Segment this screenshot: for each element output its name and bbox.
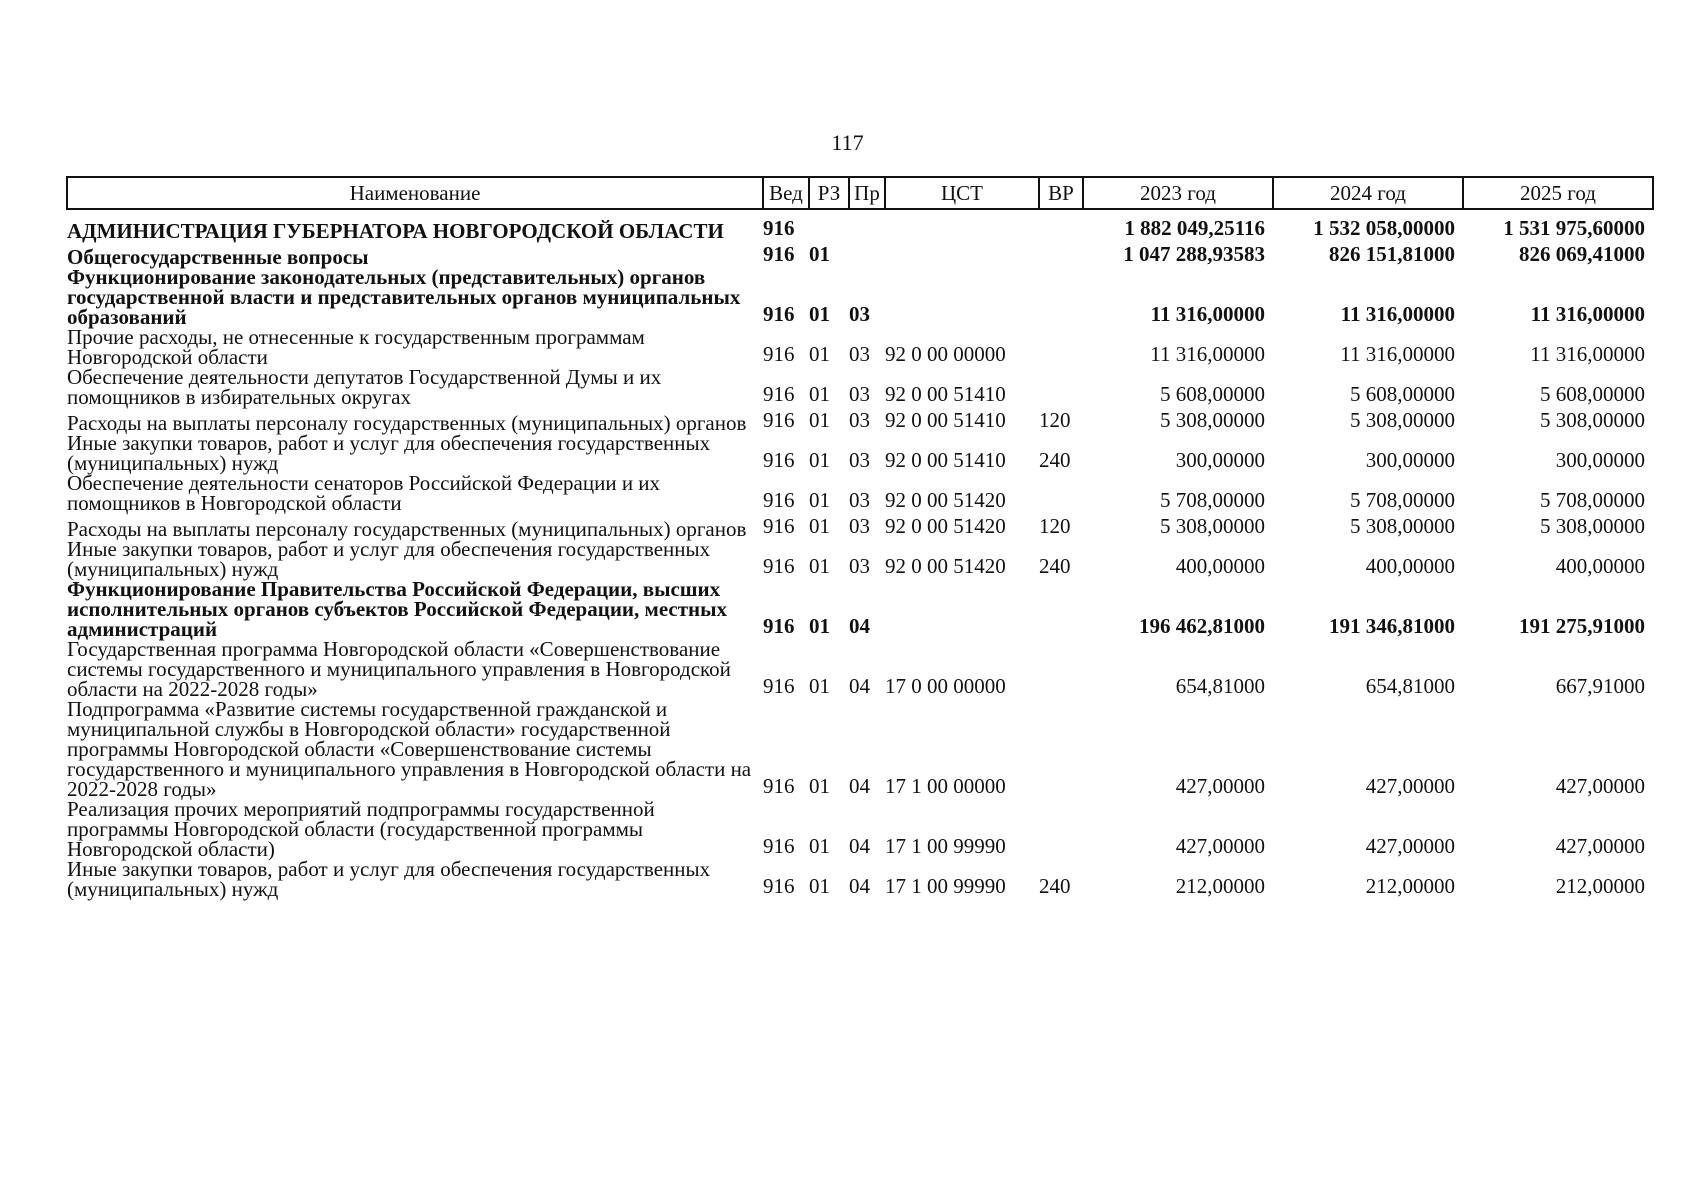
table-row bbox=[67, 539, 1653, 579]
header-cst: ЦСТ bbox=[885, 177, 1039, 209]
row-rz: 01 bbox=[809, 614, 830, 638]
row-ved: 916 bbox=[763, 614, 795, 638]
row-2023: 5 308,00000 bbox=[1160, 408, 1265, 432]
row-vr bbox=[1039, 209, 1083, 241]
row-rz: 01 bbox=[809, 674, 830, 698]
row-ved: 916 bbox=[763, 488, 795, 512]
header-2024: 2024 год bbox=[1273, 177, 1463, 209]
row-2024: 5 708,00000 bbox=[1350, 488, 1455, 512]
header-name: Наименование bbox=[67, 177, 763, 209]
row-vr: 240 bbox=[1039, 554, 1071, 578]
row-cst: 92 0 00 00000 bbox=[885, 342, 1006, 366]
row-2024: 654,81000 bbox=[1365, 674, 1455, 698]
table-row bbox=[67, 209, 1653, 241]
row-2023: 654,81000 bbox=[1175, 674, 1265, 698]
row-vr bbox=[1039, 799, 1083, 859]
row-2023: 5 308,00000 bbox=[1160, 514, 1265, 538]
row-ved: 916 bbox=[763, 302, 795, 326]
row-rz: 01 bbox=[809, 488, 830, 512]
row-pr: 03 bbox=[849, 488, 870, 512]
row-ved: 916 bbox=[763, 342, 795, 366]
row-pr bbox=[849, 209, 885, 241]
row-2024: 300,00000 bbox=[1365, 448, 1455, 472]
row-2025: 191 275,91000 bbox=[1519, 614, 1645, 638]
row-2024: 191 346,81000 bbox=[1329, 614, 1455, 638]
row-2024: 11 316,00000 bbox=[1340, 302, 1455, 326]
row-2025: 427,00000 bbox=[1555, 774, 1645, 798]
row-vr: 120 bbox=[1039, 408, 1071, 432]
row-cst: 17 0 00 00000 bbox=[885, 674, 1006, 698]
row-2023: 212,00000 bbox=[1175, 874, 1265, 898]
table-row bbox=[67, 241, 1653, 267]
row-2023: 400,00000 bbox=[1175, 554, 1265, 578]
row-rz: 01 bbox=[809, 342, 830, 366]
row-cst bbox=[885, 579, 1039, 639]
row-rz: 01 bbox=[809, 382, 830, 406]
table-row bbox=[67, 327, 1653, 367]
row-2023: 1 882 049,25116 bbox=[1124, 216, 1265, 240]
budget-table bbox=[66, 176, 1654, 899]
row-ved: 916 bbox=[763, 382, 795, 406]
table-row bbox=[67, 699, 1653, 799]
header-vr: ВР bbox=[1039, 177, 1083, 209]
row-pr: 04 bbox=[849, 674, 870, 698]
row-rz: 01 bbox=[809, 408, 830, 432]
row-cst: 92 0 00 51410 bbox=[885, 382, 1006, 406]
row-cst: 17 1 00 99990 bbox=[885, 874, 1006, 898]
table-row bbox=[67, 859, 1653, 899]
row-name: Подпрограмма «Развитие системы государственной гражданской и муниципальной службы в Новгородской области» государственной программы Новгородской области «Совершенствование системы государственного и муниципального управления в Новгородской области на 2022-2028 годы» bbox=[67, 697, 752, 801]
row-vr bbox=[1039, 699, 1083, 799]
table-row bbox=[67, 433, 1653, 473]
row-pr: 03 bbox=[849, 382, 870, 406]
header-rz: РЗ bbox=[809, 177, 849, 209]
table-row bbox=[67, 367, 1653, 407]
row-pr: 03 bbox=[849, 408, 870, 432]
row-pr bbox=[849, 241, 885, 267]
table-row bbox=[67, 513, 1653, 539]
row-rz: 01 bbox=[809, 514, 830, 538]
row-rz: 01 bbox=[809, 302, 830, 326]
row-ved: 916 bbox=[763, 874, 795, 898]
row-vr bbox=[1039, 639, 1083, 699]
row-pr: 04 bbox=[849, 774, 870, 798]
row-2023: 427,00000 bbox=[1175, 834, 1265, 858]
row-2023: 300,00000 bbox=[1175, 448, 1265, 472]
row-rz: 01 bbox=[809, 242, 830, 266]
row-2024: 427,00000 bbox=[1365, 834, 1455, 858]
row-2024: 1 532 058,00000 bbox=[1313, 216, 1455, 240]
row-cst: 92 0 00 51420 bbox=[885, 554, 1006, 578]
table-row bbox=[67, 267, 1653, 327]
row-2025: 212,00000 bbox=[1555, 874, 1645, 898]
row-2023: 1 047 288,93583 bbox=[1123, 242, 1265, 266]
row-rz: 01 bbox=[809, 874, 830, 898]
row-vr bbox=[1039, 267, 1083, 327]
row-rz bbox=[809, 209, 849, 241]
table-row bbox=[67, 639, 1653, 699]
row-2023: 5 708,00000 bbox=[1160, 488, 1265, 512]
table-row bbox=[67, 799, 1653, 859]
row-name: Прочие расходы, не отнесенные к государственным программам Новгородской области bbox=[67, 325, 645, 369]
page-number: 117 bbox=[831, 130, 864, 155]
row-2024: 5 608,00000 bbox=[1350, 382, 1455, 406]
row-name: Расходы на выплаты персоналу государственных (муниципальных) органов bbox=[67, 411, 747, 435]
row-ved: 916 bbox=[763, 774, 795, 798]
row-2025: 5 308,00000 bbox=[1540, 514, 1645, 538]
row-pr: 03 bbox=[849, 302, 870, 326]
row-2024: 427,00000 bbox=[1365, 774, 1455, 798]
row-vr: 240 bbox=[1039, 448, 1071, 472]
row-name: Обеспечение деятельности сенаторов Российской Федерации и их помощников в Новгородской области bbox=[67, 471, 661, 515]
row-2025: 5 608,00000 bbox=[1540, 382, 1645, 406]
row-2024: 400,00000 bbox=[1365, 554, 1455, 578]
row-name: Реализация прочих мероприятий подпрограммы государственной программы Новгородской области (государственной программы Новгородской области) bbox=[67, 797, 655, 861]
row-2025: 400,00000 bbox=[1555, 554, 1645, 578]
row-vr: 240 bbox=[1039, 874, 1071, 898]
row-2024: 11 316,00000 bbox=[1340, 342, 1455, 366]
row-2025: 826 069,41000 bbox=[1519, 242, 1645, 266]
row-rz: 01 bbox=[809, 448, 830, 472]
row-cst bbox=[885, 209, 1039, 241]
row-cst bbox=[885, 267, 1039, 327]
row-pr: 03 bbox=[849, 554, 870, 578]
row-cst: 92 0 00 51420 bbox=[885, 514, 1006, 538]
row-2025: 427,00000 bbox=[1555, 834, 1645, 858]
row-ved: 916 bbox=[763, 674, 795, 698]
row-pr: 04 bbox=[849, 614, 870, 638]
row-rz: 01 bbox=[809, 834, 830, 858]
row-cst: 92 0 00 51410 bbox=[885, 408, 1006, 432]
row-pr: 04 bbox=[849, 834, 870, 858]
row-2025: 667,91000 bbox=[1555, 674, 1645, 698]
table-header bbox=[67, 177, 1653, 209]
table-row bbox=[67, 407, 1653, 433]
row-cst: 17 1 00 99990 bbox=[885, 834, 1006, 858]
row-cst: 92 0 00 51410 bbox=[885, 448, 1006, 472]
header-ved: Вед bbox=[763, 177, 809, 209]
row-ved: 916 bbox=[763, 514, 795, 538]
row-cst: 17 1 00 00000 bbox=[885, 774, 1006, 798]
row-name: Функционирование законодательных (представительных) органов государственной власти и представительных органов муниципальных образований bbox=[67, 265, 741, 329]
row-rz: 01 bbox=[809, 774, 830, 798]
row-2024: 826 151,81000 bbox=[1329, 242, 1455, 266]
row-name: АДМИНИСТРАЦИЯ ГУБЕРНАТОРА НОВГОРОДСКОЙ ОБЛАСТИ bbox=[67, 219, 724, 243]
row-2025: 1 531 975,60000 bbox=[1503, 216, 1645, 240]
row-rz: 01 bbox=[809, 554, 830, 578]
row-pr: 04 bbox=[849, 874, 870, 898]
row-ved: 916 bbox=[763, 216, 795, 240]
row-2025: 11 316,00000 bbox=[1530, 302, 1645, 326]
header-2023: 2023 год bbox=[1083, 177, 1273, 209]
row-2024: 212,00000 bbox=[1365, 874, 1455, 898]
row-vr bbox=[1039, 241, 1083, 267]
row-pr: 03 bbox=[849, 514, 870, 538]
row-cst: 92 0 00 51420 bbox=[885, 488, 1006, 512]
row-pr: 03 bbox=[849, 448, 870, 472]
row-2023: 11 316,00000 bbox=[1150, 302, 1265, 326]
table-row bbox=[67, 473, 1653, 513]
row-vr: 120 bbox=[1039, 514, 1071, 538]
row-name: Иные закупки товаров, работ и услуг для обеспечения государственных (муниципальных) нужд bbox=[67, 857, 711, 901]
row-vr bbox=[1039, 367, 1083, 407]
header-pr: Пр bbox=[849, 177, 885, 209]
row-2023: 196 462,81000 bbox=[1139, 614, 1265, 638]
row-ved: 916 bbox=[763, 834, 795, 858]
row-vr bbox=[1039, 327, 1083, 367]
row-2025: 300,00000 bbox=[1555, 448, 1645, 472]
row-2025: 5 708,00000 bbox=[1540, 488, 1645, 512]
row-ved: 916 bbox=[763, 554, 795, 578]
row-ved: 916 bbox=[763, 242, 795, 266]
table-row bbox=[67, 579, 1653, 639]
row-name: Расходы на выплаты персоналу государственных (муниципальных) органов bbox=[67, 517, 747, 541]
row-name: Иные закупки товаров, работ и услуг для обеспечения государственных (муниципальных) нужд bbox=[67, 537, 711, 581]
row-vr bbox=[1039, 579, 1083, 639]
row-2024: 5 308,00000 bbox=[1350, 408, 1455, 432]
row-2023: 11 316,00000 bbox=[1150, 342, 1265, 366]
row-pr: 03 bbox=[849, 342, 870, 366]
row-name: Общегосударственные вопросы bbox=[67, 245, 369, 269]
row-2023: 5 608,00000 bbox=[1160, 382, 1265, 406]
row-2024: 5 308,00000 bbox=[1350, 514, 1455, 538]
row-name: Обеспечение деятельности депутатов Государственной Думы и их помощников в избирательных округах bbox=[67, 365, 662, 409]
row-2025: 11 316,00000 bbox=[1530, 342, 1645, 366]
row-vr bbox=[1039, 473, 1083, 513]
row-2025: 5 308,00000 bbox=[1540, 408, 1645, 432]
row-name: Государственная программа Новгородской области «Совершенствование системы государственного и муниципального управления в Новгородской области на 2022-2028 годы» bbox=[67, 637, 731, 701]
row-ved: 916 bbox=[763, 448, 795, 472]
row-cst bbox=[885, 241, 1039, 267]
row-name: Функционирование Правительства Российской Федерации, высших исполнительных органов субъектов Российской Федерации, местных администраций bbox=[67, 577, 728, 641]
row-name: Иные закупки товаров, работ и услуг для обеспечения государственных (муниципальных) нужд bbox=[67, 431, 711, 475]
row-ved: 916 bbox=[763, 408, 795, 432]
row-2023: 427,00000 bbox=[1175, 774, 1265, 798]
table-body bbox=[67, 209, 1653, 899]
header-2025: 2025 год bbox=[1463, 177, 1653, 209]
